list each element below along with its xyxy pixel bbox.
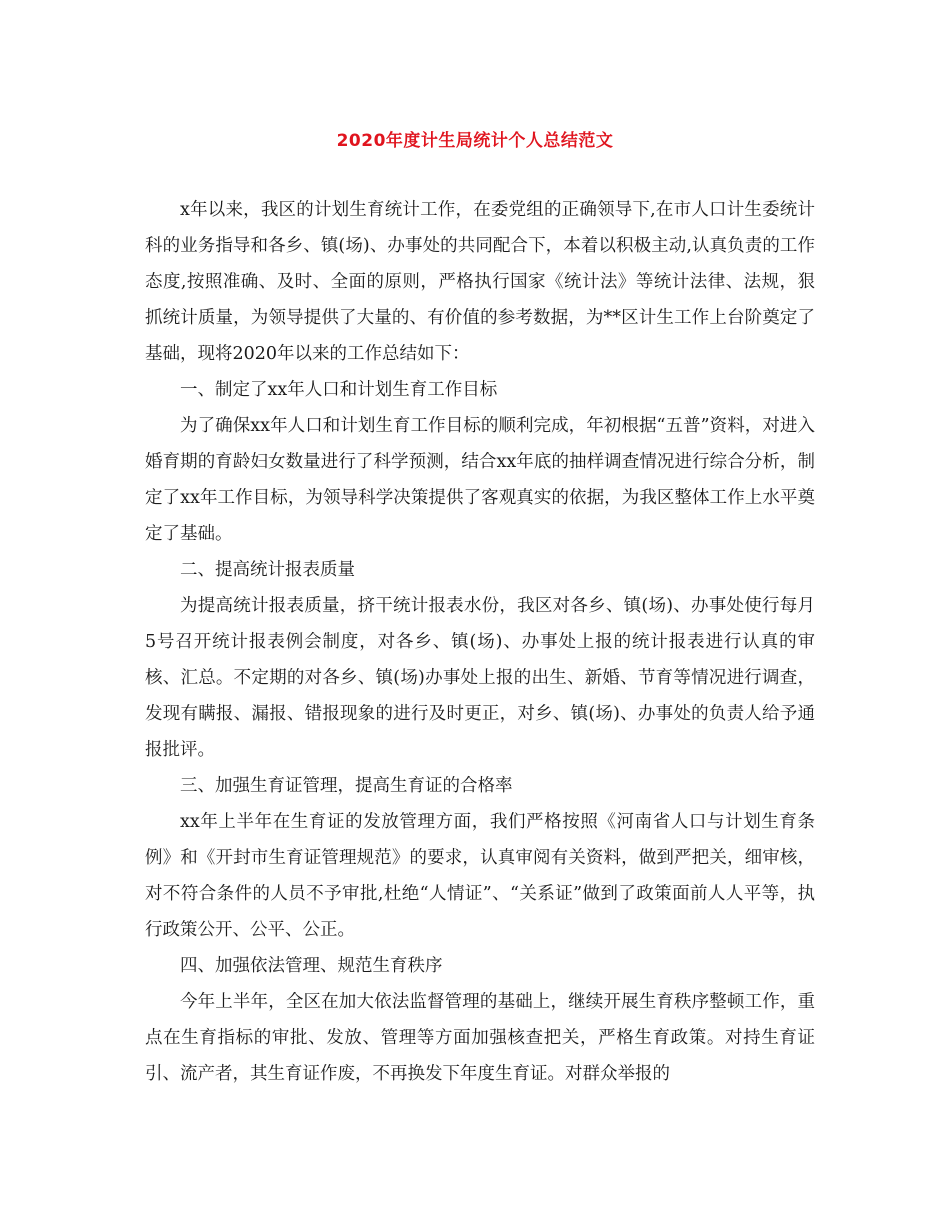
paragraph-section-2: 为提高统计报表质量，挤干统计报表水份，我区对各乡、镇(场)、办事处使行每月5号召开统计报表例会制度，对各乡、镇(场)、办事处上报的统计报表进行认真的审核、汇总。不定期的对各乡、镇(场)办事处上报的出生、新婚、节育等情况进行调查，发现有瞒报、漏报、错报现象的进行及时更正，对乡、镇(场)、办事处的负责人给予通报批评。: [145, 596, 815, 760]
paragraph-section-1: 为了确保xx年人口和计划生育工作目标的顺利完成，年初根据“五普”资料，对进入婚育期的育龄妇女数量进行了科学预测，结合xx年底的抽样调查情况进行综合分析，制定了xx年工作目标，为领导科学决策提供了客观真实的依据，为我区整体工作上水平奠定了基础。: [145, 416, 815, 544]
section-heading-4: 四、加强依法管理、规范生育秩序: [180, 956, 443, 976]
paragraph-section-3: xx年上半年在生育证的发放管理方面，我们严格按照《河南省人口与计划生育条例》和《开封市生育证管理规范》的要求，认真审阅有关资料，做到严把关，细审核，对不符合条件的人员不予审批,杜绝“人情证”、“关系证”做到了政策面前人人平等，执行政策公开、公平、公正。: [145, 812, 815, 940]
document-body: [145, 192, 815, 1092]
paragraph-section-4: 今年上半年，全区在加大依法监督管理的基础上，继续开展生育秩序整顿工作，重点在生育指标的审批、发放、管理等方面加强核查把关，严格生育政策。对持生育证引、流产者，其生育证作废，不再换发下年度生育证。对群众举报的: [145, 992, 815, 1084]
section-heading-2: 二、提高统计报表质量: [180, 560, 355, 580]
document-title: 2020年度计生局统计个人总结范文: [336, 131, 614, 151]
section-heading-1: 一、制定了xx年人口和计划生育工作目标: [180, 380, 498, 400]
paragraph-intro: x年以来，我区的计划生育统计工作，在委党组的正确领导下,在市人口计生委统计科的业务指导和各乡、镇(场)、办事处的共同配合下，本着以积极主动,认真负责的工作态度,按照准确、及时、全面的原则，严格执行国家《统计法》等统计法律、法规，狠抓统计质量，为领导提供了大量的、有价值的参考数据，为**区计生工作上台阶奠定了基础，现将2020年以来的工作总结如下：: [145, 200, 815, 364]
section-heading-3: 三、加强生育证管理，提高生育证的合格率: [180, 776, 513, 796]
